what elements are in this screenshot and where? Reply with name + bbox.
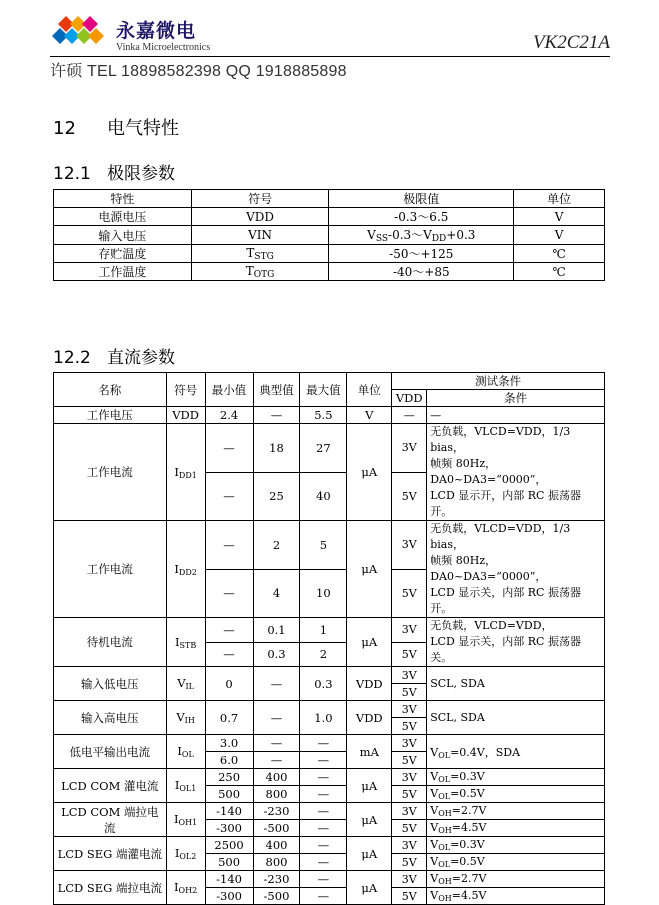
value-unit: V — [347, 407, 392, 424]
value-max: 10 — [300, 569, 347, 618]
value-typ: — — [253, 667, 300, 701]
value-cond — [427, 786, 605, 803]
value-vdd: 3V — [392, 521, 427, 570]
table-row — [54, 245, 605, 263]
value-typ: 400 — [253, 769, 300, 786]
value-typ: 0.1 — [253, 618, 300, 643]
value-min: 2500 — [205, 837, 253, 854]
symbol-text: I — [174, 464, 179, 479]
value-unit: mA — [347, 735, 392, 769]
value-typ: 800 — [253, 854, 300, 871]
condition-sub: OL — [438, 843, 451, 852]
value-cond — [427, 618, 605, 667]
condition-line: 无负载，VLCD=VDD， — [430, 619, 553, 632]
value-unit: VDD — [347, 701, 392, 735]
value-max: — — [300, 854, 347, 871]
symbol-text: T — [245, 263, 254, 278]
condition-sub: OH — [438, 809, 452, 818]
header-cell: 最大值 — [300, 373, 347, 407]
table-row — [54, 871, 605, 888]
symbol-sub: OH1 — [178, 818, 198, 827]
value-vdd: 5V — [392, 752, 427, 769]
symbol-text: I — [174, 846, 180, 860]
value-min: 6.0 — [205, 752, 253, 769]
symbol-text: I — [174, 778, 180, 792]
symbol-text: I — [177, 744, 182, 758]
subsection-heading-abs — [53, 159, 175, 184]
param-symbol — [191, 263, 329, 281]
param-name: LCD COM 灌电流 — [54, 769, 167, 803]
value-vdd: 5V — [392, 820, 427, 837]
condition-line: LCD 显示关，内部 RC 振荡器关。 — [430, 635, 581, 664]
condition-line: 帧频 80Hz，DA0~DA3=“0000”， — [430, 457, 547, 486]
param-unit: V — [514, 226, 605, 245]
value-cond — [427, 803, 605, 820]
param-symbol — [166, 735, 205, 769]
limit-text: +0.3 — [446, 228, 476, 242]
condition-sub: OH — [438, 894, 452, 903]
header-divider — [50, 56, 610, 57]
condition-text: V — [430, 804, 439, 817]
condition-sub: OL — [438, 775, 451, 784]
condition-line: 无负载，VLCD=VDD，1/3 bias， — [430, 522, 571, 551]
condition-text: V — [430, 745, 439, 759]
symbol-text: T — [246, 245, 255, 260]
table-row — [54, 424, 605, 473]
condition-sub: OH — [438, 877, 452, 886]
param-symbol — [166, 521, 205, 618]
table-row — [54, 208, 605, 226]
limit-text: V — [367, 228, 376, 242]
limit-text: -0.3～V — [388, 228, 432, 242]
value-cond: SCL, SDA — [427, 701, 605, 735]
value-max: 0.3 — [300, 667, 347, 701]
value-cond — [427, 521, 605, 618]
condition-text: =2.7V — [451, 872, 487, 885]
value-cond — [427, 854, 605, 871]
value-unit: μA — [347, 618, 392, 667]
param-name: 工作温度 — [54, 263, 192, 281]
header-cell: VDD — [392, 390, 427, 407]
value-vdd: 5V — [392, 888, 427, 905]
condition-text: V — [430, 821, 439, 834]
condition-line: LCD 显示关，内部 RC 振荡器开。 — [430, 586, 581, 615]
limit-sub: SS — [375, 234, 389, 244]
value-max: 5.5 — [300, 407, 347, 424]
param-symbol: VDD — [191, 208, 329, 226]
value-vdd: 3V — [392, 803, 427, 820]
table-row — [54, 263, 605, 281]
value-max: — — [300, 803, 347, 820]
value-typ: 4 — [253, 569, 300, 618]
value-min: 0.7 — [205, 701, 253, 735]
value-max: 27 — [300, 424, 347, 473]
value-unit: VDD — [347, 667, 392, 701]
value-typ: 25 — [253, 472, 300, 521]
value-min: -300 — [205, 888, 253, 905]
value-max: — — [300, 837, 347, 854]
condition-text: =0.3V — [450, 838, 485, 851]
param-symbol: VDD — [166, 407, 205, 424]
contact-info: 许硕 TEL 18898582398 QQ 1918885898 — [50, 63, 347, 80]
param-limit: -0.3～6.5 — [329, 208, 514, 226]
value-unit: μA — [347, 521, 392, 618]
value-typ: 0.3 — [253, 642, 300, 667]
value-cond — [427, 820, 605, 837]
param-symbol: VIN — [191, 226, 329, 245]
header-cell: 特性 — [54, 190, 192, 208]
value-vdd: 3V — [392, 769, 427, 786]
param-limit: -40～+85 — [329, 263, 514, 281]
symbol-sub: STG — [254, 251, 274, 262]
param-name: 低电平输出电流 — [54, 735, 167, 769]
param-symbol — [166, 803, 205, 837]
value-min: — — [205, 618, 253, 643]
value-typ: 400 — [253, 837, 300, 854]
symbol-sub: OH2 — [178, 886, 198, 895]
section-title: 电气特性 — [107, 118, 179, 139]
header-cell: 单位 — [514, 190, 605, 208]
company-name-en: Vinka Microelectronics — [116, 42, 211, 53]
value-cond: — — [427, 407, 605, 424]
param-unit: ℃ — [514, 245, 605, 263]
param-name: 存贮温度 — [54, 245, 192, 263]
param-limit — [329, 226, 514, 245]
param-symbol — [166, 618, 205, 667]
value-max: 1 — [300, 618, 347, 643]
condition-text: =0.4V，SDA — [450, 745, 521, 759]
section-number: 12 — [53, 118, 76, 139]
symbol-sub: IH — [184, 716, 195, 725]
subsection-title: 极限参数 — [107, 164, 175, 184]
table-header-row — [54, 373, 605, 390]
section-heading — [53, 114, 179, 140]
header-cell: 符号 — [166, 373, 205, 407]
condition-text: V — [430, 787, 439, 800]
header-cell: 最小值 — [205, 373, 253, 407]
symbol-text: I — [174, 561, 179, 576]
condition-text: =0.3V — [450, 770, 485, 783]
header-cell: 条件 — [427, 390, 605, 407]
value-min: -140 — [205, 803, 253, 820]
symbol-sub: OL — [181, 750, 194, 759]
value-typ: 800 — [253, 786, 300, 803]
value-max: — — [300, 769, 347, 786]
value-cond — [427, 888, 605, 905]
param-name: 工作电流 — [54, 424, 167, 521]
value-unit: μA — [347, 424, 392, 521]
value-typ: — — [253, 752, 300, 769]
value-cond — [427, 424, 605, 521]
value-unit: μA — [347, 803, 392, 837]
value-typ: — — [253, 701, 300, 735]
condition-text: V — [430, 872, 439, 885]
value-min: — — [205, 472, 253, 521]
param-name: 输入高电压 — [54, 701, 167, 735]
param-name: LCD COM 端拉电流 — [54, 803, 167, 837]
value-vdd: 5V — [392, 718, 427, 735]
value-typ: -230 — [253, 803, 300, 820]
param-unit: V — [514, 208, 605, 226]
param-name: 输入电压 — [54, 226, 192, 245]
table-row — [54, 407, 605, 424]
symbol-sub: OTG — [253, 269, 275, 280]
header-cell: 测试条件 — [392, 373, 605, 390]
value-min: 2.4 — [205, 407, 253, 424]
value-min: -300 — [205, 820, 253, 837]
limit-sub: DD — [431, 234, 447, 244]
symbol-sub: STB — [179, 640, 197, 650]
value-min: 0 — [205, 667, 253, 701]
value-max: — — [300, 786, 347, 803]
param-symbol — [166, 837, 205, 871]
company-name-cn: 永嘉微电 — [116, 20, 197, 42]
value-vdd: 5V — [392, 684, 427, 701]
value-min: 250 — [205, 769, 253, 786]
header-cell: 单位 — [347, 373, 392, 407]
value-vdd: 5V — [392, 642, 427, 667]
value-vdd: 3V — [392, 701, 427, 718]
value-vdd: 3V — [392, 667, 427, 684]
page-header — [50, 10, 610, 56]
condition-text: =2.7V — [451, 804, 487, 817]
table-row — [54, 226, 605, 245]
condition-text: V — [430, 770, 439, 783]
value-max: — — [300, 871, 347, 888]
symbol-sub: OL2 — [179, 852, 197, 861]
value-max: — — [300, 735, 347, 752]
value-vdd: 5V — [392, 472, 427, 521]
value-max: — — [300, 820, 347, 837]
value-vdd: 3V — [392, 424, 427, 473]
table-header-row — [54, 190, 605, 208]
value-unit: μA — [347, 837, 392, 871]
condition-text: V — [430, 855, 439, 868]
value-min: — — [205, 521, 253, 570]
subsection-number: 12.1 — [53, 164, 91, 184]
symbol-text: V — [177, 676, 186, 690]
symbol-sub: DD2 — [178, 567, 197, 577]
dc-characteristics-table — [53, 372, 605, 905]
param-name: LCD SEG 端灌电流 — [54, 837, 167, 871]
value-typ: — — [253, 735, 300, 752]
value-max: 1.0 — [300, 701, 347, 735]
value-typ: -230 — [253, 871, 300, 888]
condition-text: =0.5V — [450, 787, 485, 800]
value-typ: — — [253, 407, 300, 424]
param-symbol — [166, 667, 205, 701]
value-max: 5 — [300, 521, 347, 570]
value-min: 500 — [205, 786, 253, 803]
value-max: — — [300, 888, 347, 905]
abs-max-table — [53, 189, 605, 281]
header-cell: 典型值 — [253, 373, 300, 407]
value-vdd: 3V — [392, 837, 427, 854]
value-min: 500 — [205, 854, 253, 871]
value-cond: SCL, SDA — [427, 667, 605, 701]
subsection-title: 直流参数 — [107, 348, 175, 368]
value-min: 3.0 — [205, 735, 253, 752]
value-vdd: 5V — [392, 786, 427, 803]
value-min: — — [205, 569, 253, 618]
param-name: LCD SEG 端拉电流 — [54, 871, 167, 905]
table-row — [54, 667, 605, 684]
value-vdd: 3V — [392, 618, 427, 643]
symbol-sub: DD1 — [178, 470, 197, 480]
table-row — [54, 618, 605, 643]
symbol-text: I — [174, 634, 180, 649]
part-number: VK2C21A — [532, 32, 610, 53]
value-unit: μA — [347, 871, 392, 905]
value-vdd: 3V — [392, 735, 427, 752]
param-name: 电源电压 — [54, 208, 192, 226]
header-cell: 极限值 — [329, 190, 514, 208]
condition-text: V — [430, 889, 439, 902]
condition-sub: OL — [438, 860, 451, 869]
value-cond — [427, 769, 605, 786]
company-logo — [50, 14, 106, 54]
param-symbol — [191, 245, 329, 263]
param-name: 待机电流 — [54, 618, 167, 667]
table-row — [54, 803, 605, 820]
symbol-text: I — [174, 880, 179, 894]
param-symbol — [166, 701, 205, 735]
condition-sub: OL — [438, 792, 451, 801]
value-vdd: 3V — [392, 871, 427, 888]
param-name: 输入低电压 — [54, 667, 167, 701]
value-typ: -500 — [253, 888, 300, 905]
value-typ: 18 — [253, 424, 300, 473]
condition-text: =4.5V — [451, 889, 487, 902]
value-min: -140 — [205, 871, 253, 888]
header-cell: 符号 — [191, 190, 329, 208]
value-max: — — [300, 752, 347, 769]
subsection-number: 12.2 — [53, 348, 91, 368]
condition-sub: OH — [438, 826, 452, 835]
table-row — [54, 769, 605, 786]
value-vdd: 5V — [392, 854, 427, 871]
condition-line: 无负载，VLCD=VDD，1/3 bias， — [430, 425, 571, 454]
table-row — [54, 701, 605, 718]
value-typ: 2 — [253, 521, 300, 570]
condition-text: =4.5V — [451, 821, 487, 834]
value-cond — [427, 871, 605, 888]
table-row — [54, 837, 605, 854]
param-name: 工作电流 — [54, 521, 167, 618]
table-row — [54, 521, 605, 570]
subsection-heading-dc — [53, 343, 175, 368]
condition-text: V — [430, 838, 439, 851]
param-symbol — [166, 424, 205, 521]
value-min: — — [205, 424, 253, 473]
condition-line: 帧频 80Hz，DA0~DA3=“0000”， — [430, 554, 547, 583]
param-symbol — [166, 769, 205, 803]
condition-line: LCD 显示开，内部 RC 振荡器开。 — [430, 489, 581, 518]
header-cell: 名称 — [54, 373, 167, 407]
symbol-sub: IL — [185, 682, 194, 691]
param-unit: ℃ — [514, 263, 605, 281]
value-cond — [427, 735, 605, 769]
param-symbol — [166, 871, 205, 905]
value-cond — [427, 837, 605, 854]
condition-sub: OL — [438, 750, 451, 760]
condition-text: =0.5V — [450, 855, 485, 868]
value-min: — — [205, 642, 253, 667]
value-max: 2 — [300, 642, 347, 667]
value-unit: μA — [347, 769, 392, 803]
symbol-sub: OL1 — [179, 784, 197, 793]
value-max: 40 — [300, 472, 347, 521]
param-limit: -50～+125 — [329, 245, 514, 263]
table-row — [54, 735, 605, 752]
symbol-text: V — [176, 710, 185, 724]
value-vdd: — — [392, 407, 427, 424]
value-typ: -500 — [253, 820, 300, 837]
symbol-text: I — [174, 812, 179, 826]
value-vdd: 5V — [392, 569, 427, 618]
param-name: 工作电压 — [54, 407, 167, 424]
